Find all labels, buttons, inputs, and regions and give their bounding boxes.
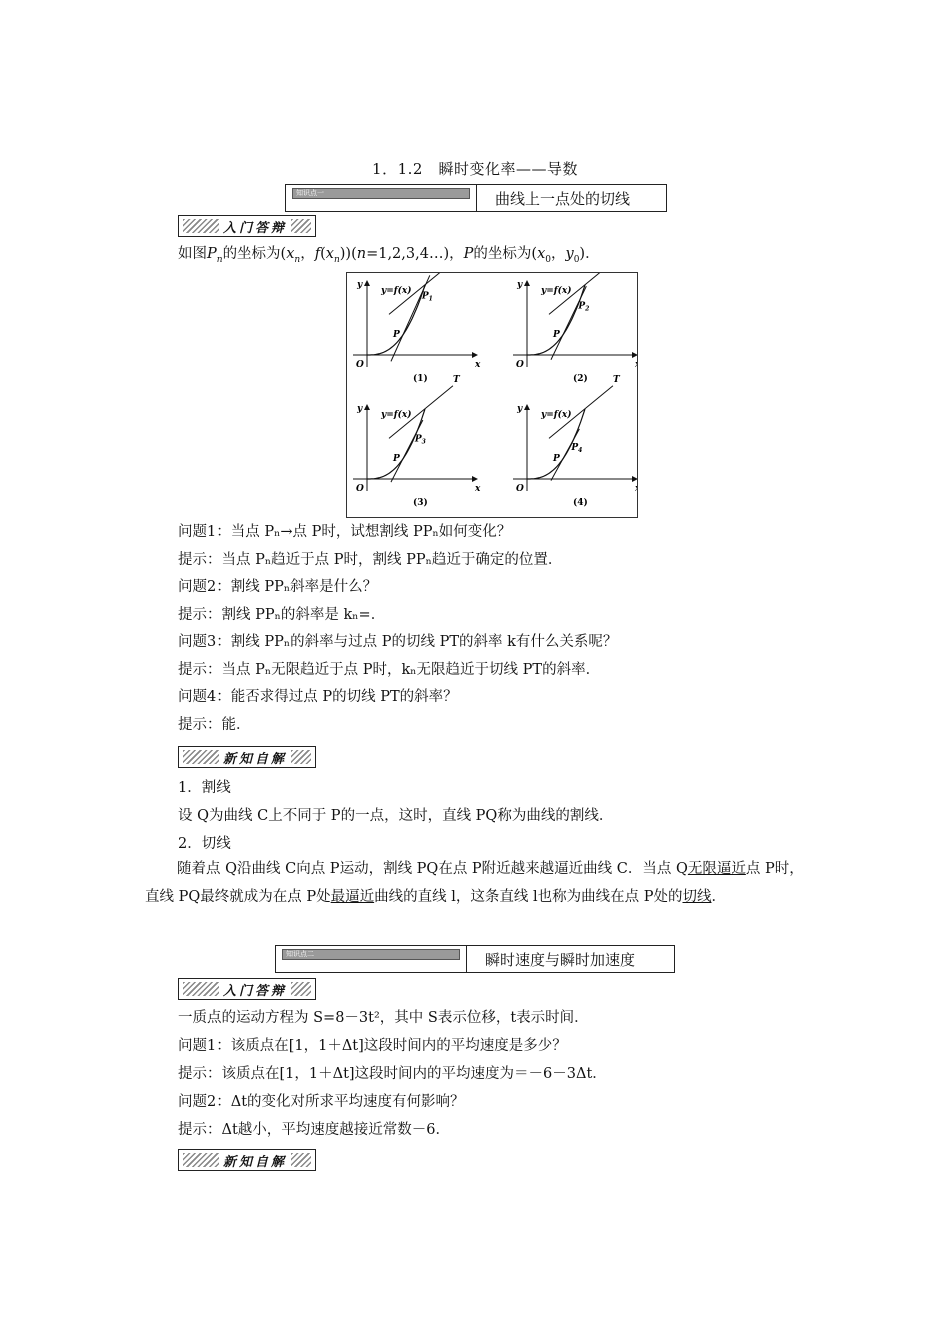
- figure-panel: [513, 273, 637, 384]
- point-p-label: P: [392, 453, 400, 464]
- function-label: y=f(x): [541, 286, 572, 296]
- intro-badge-2: 入门答辩: [178, 978, 316, 1000]
- origin-label: O: [516, 484, 524, 494]
- origin-label: O: [356, 484, 364, 494]
- point-p-label: P: [552, 329, 560, 340]
- panel-label: (4): [573, 498, 588, 508]
- new-knowledge-badge: 新知自解: [178, 746, 316, 768]
- point-p-label: P: [392, 329, 400, 340]
- knowledge-point-header-2: [275, 945, 675, 973]
- qa-list-1: [178, 522, 617, 742]
- knowledge-point-header: [285, 184, 667, 212]
- intro-badge: 入门答辩: [178, 215, 316, 237]
- x-axis-label: [634, 484, 637, 494]
- section-title: 1．1.2 瞬时变化率——导数: [372, 160, 578, 178]
- subheading-tangent: 2．切线: [178, 836, 231, 852]
- qa-item: 提示：能．: [178, 716, 251, 733]
- knowledge-point-tag: 知识点一: [292, 188, 470, 199]
- y-axis-label: y: [357, 404, 363, 414]
- qa-item: 问题2：割线 PPₙ斜率是什么？: [178, 579, 378, 595]
- point-pn-label: $P_2$: [578, 301, 590, 313]
- point-pn-label: $P_3$: [414, 434, 426, 446]
- y-axis-label: y: [357, 280, 363, 290]
- secant-definition: 设 Q为曲线 C上不同于 P的一点，这时，直线 PQ称为曲线的割线．: [178, 808, 614, 824]
- new-knowledge-badge-2: 新知自解: [178, 1149, 316, 1171]
- secant-line: [391, 420, 423, 482]
- qa-item: 提示：割线 PPₙ的斜率是 kₙ=．: [178, 606, 386, 623]
- point-p-label: P: [552, 453, 560, 464]
- knowledge-point-tag-2: 知识点二: [282, 949, 460, 960]
- figure-panel: [353, 375, 481, 508]
- point-pn-label: $P_1$: [421, 291, 433, 303]
- point-t-label: T: [452, 374, 460, 385]
- origin-label: O: [516, 360, 524, 370]
- x-axis-label: x: [475, 360, 481, 370]
- qa-item: 问题1：当点 Pₙ→点 P时，试想割线 PPₙ如何变化？: [178, 524, 512, 540]
- qa-item: 问题3：割线 PPₙ的斜率与过点 P的切线 PT的斜率 k有什么关系呢？: [178, 634, 618, 650]
- qa-item: 一质点的运动方程为 S=8－3t²，其中 S表示位移，t表示时间．: [178, 1010, 589, 1026]
- x-axis-label: [634, 360, 637, 370]
- point-pn-label: $P_4$: [571, 442, 583, 454]
- qa-list-2: [178, 1008, 607, 1148]
- y-axis-label: y: [517, 404, 523, 414]
- point-t-label: T: [612, 374, 620, 385]
- qa-item: 提示：当点 Pₙ趋近于点 P时，割线 PPₙ趋近于确定的位置．: [178, 551, 563, 568]
- qa-item: 问题2：Δt的变化对所求平均速度有何影响？: [178, 1094, 465, 1110]
- function-label: y=f(x): [381, 410, 412, 420]
- figure-panel: [513, 375, 637, 508]
- intro-text: 如图$P_n$的坐标为($x_n$，$f(x_n))(n=1,2,3,4\dots)$，P的坐标为($x_0$，$y_0$)．: [178, 246, 600, 265]
- figure-panel: [353, 273, 481, 384]
- qa-item: 问题4：能否求得过点 P的切线 PT的斜率？: [178, 689, 458, 705]
- secant-line: [551, 286, 586, 360]
- panel-label: (2): [573, 374, 588, 384]
- tangent-definition: 随着点 Q沿曲线 C向点 P运动，割线 PQ在点 P附近越来越逼近曲线 C．当点 Q无限逼近点 P时，直线 PQ最终就成为在点 P处最逼近曲线的直线 l，这条直线 l也称为曲线在点 P处的切线．: [145, 861, 804, 905]
- origin-label: O: [356, 360, 364, 370]
- panel-label: (3): [413, 498, 428, 508]
- subheading-secant: 1．割线: [178, 780, 231, 796]
- qa-item: 提示：当点 Pₙ无限趋近于点 P时，kₙ无限趋近于切线 PT的斜率．: [178, 661, 601, 678]
- qa-item: 提示：该质点在[1，1＋Δt]这段时间内的平均速度为＝－6－3Δt．: [178, 1066, 607, 1082]
- function-label: y=f(x): [381, 286, 412, 296]
- knowledge-point-heading: 曲线上一点处的切线: [495, 189, 631, 208]
- function-label: y=f(x): [541, 410, 572, 420]
- knowledge-point-heading-2: 瞬时速度与瞬时加速度: [485, 950, 636, 969]
- qa-item: 问题1：该质点在[1，1＋Δt]这段时间内的平均速度是多少？: [178, 1038, 567, 1054]
- qa-item: 提示：Δt越小，平均速度越接近常数－6．: [178, 1122, 451, 1138]
- secant-figure: [346, 272, 638, 518]
- x-axis-label: x: [475, 484, 481, 494]
- secant-figure-svg: [347, 273, 637, 517]
- y-axis-label: y: [517, 280, 523, 290]
- panel-label: (1): [413, 374, 428, 384]
